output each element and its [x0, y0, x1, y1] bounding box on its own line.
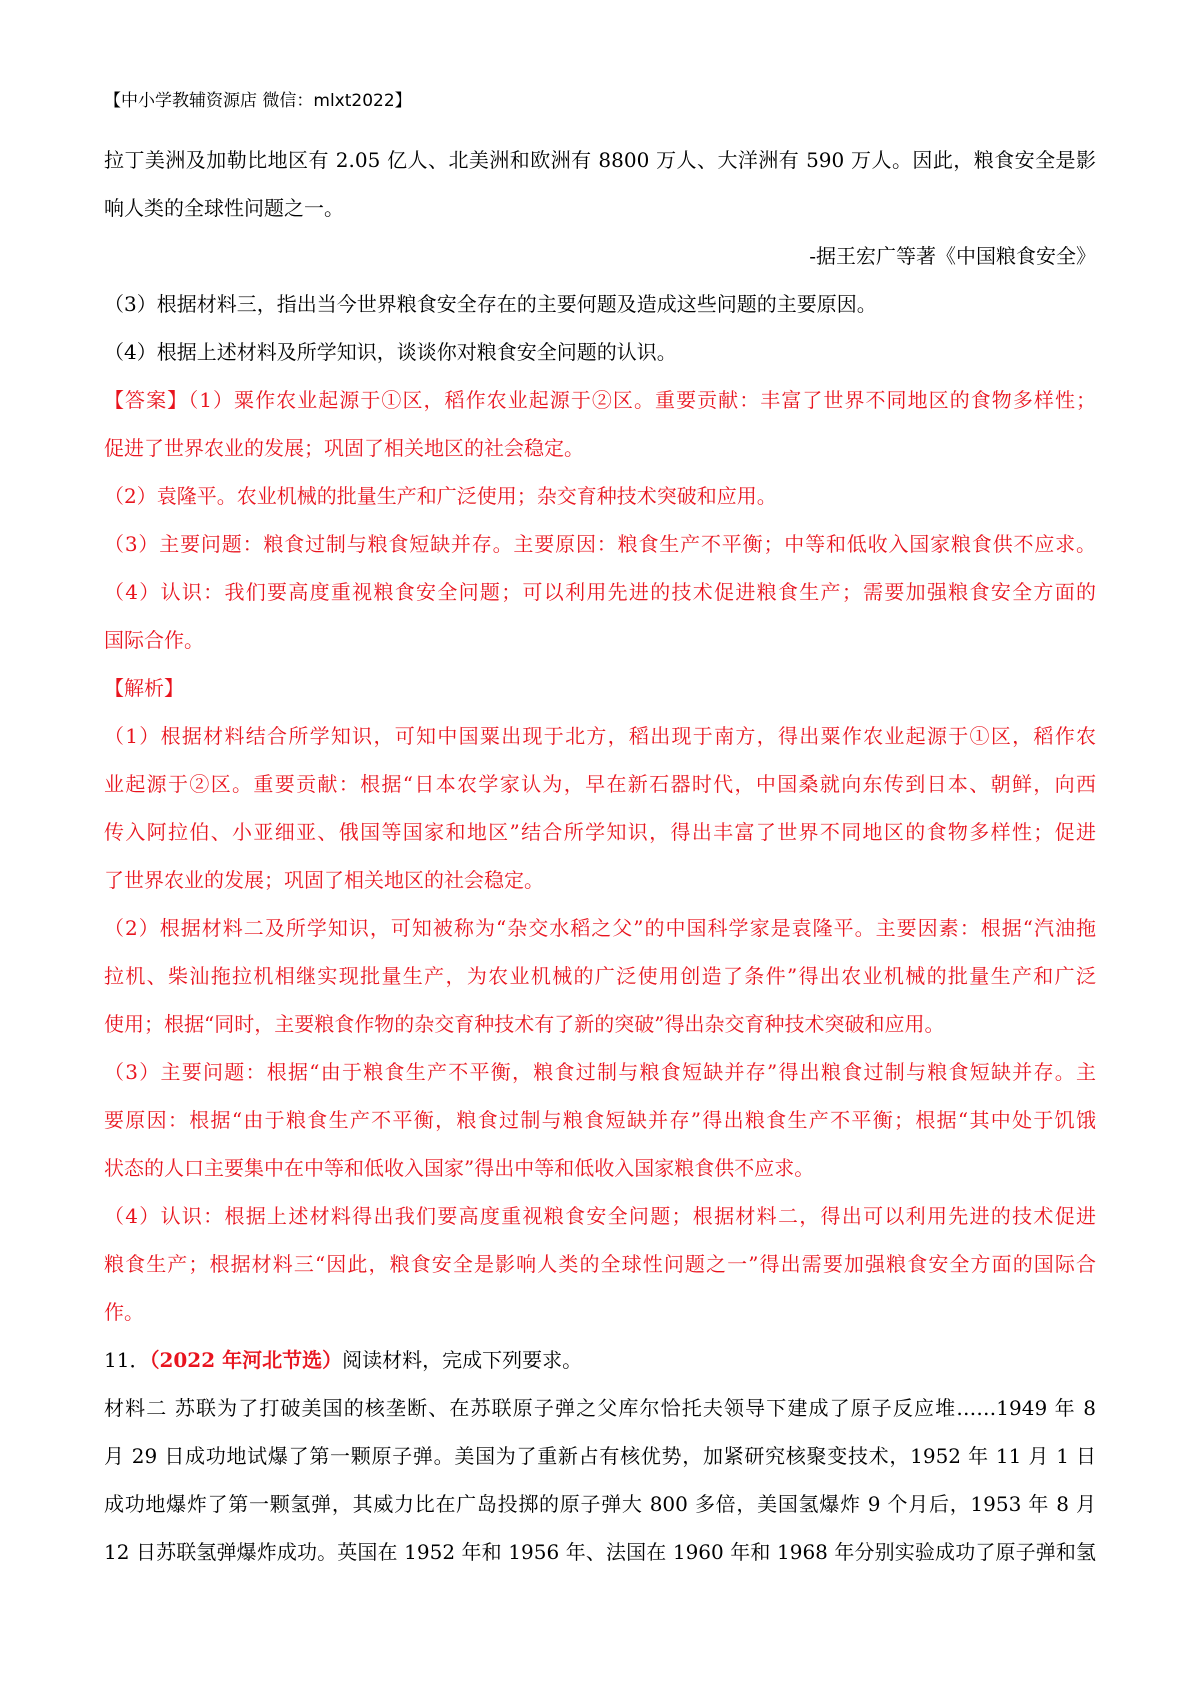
material-line: 拉丁美洲及加勒比地区有 2.05 亿人、北美洲和欧洲有 8800 万人、大洋洲有 590 万人。因此，粮食安全是影 — [104, 148, 1096, 172]
analysis-line: 传入阿拉伯、小亚细亚、俄国等国家和地区”结合所学知识，得出丰富了世界不同地区的食物多样性；促进 — [104, 820, 1096, 844]
material-line: 材料二 苏联为了打破美国的核垄断、在苏联原子弹之父库尔恰托夫领导下建成了原子反应堆……1949 年 8 — [104, 1396, 1096, 1420]
question-item: （3）根据材料三，指出当今世界粮食安全存在的主要何题及造成这些问题的主要原因。 — [104, 292, 877, 316]
answer-line: （4）认识：我们要高度重视粮食安全问题；可以利用先进的技术促进粮食生产；需要加强粮食安全方面的 — [104, 580, 1096, 604]
page-header: 【中小学教辅资源店 微信：mlxt2022】 — [104, 91, 412, 111]
answer-line: 【答案】（1）粟作农业起源于①区，稻作农业起源于②区。重要贡献：丰富了世界不同地区的食物多样性； — [104, 388, 1096, 412]
analysis-line: 作。 — [104, 1300, 144, 1324]
material-citation: -据王宏广等著《中国粮食安全》 — [809, 244, 1096, 268]
question-11 — [104, 1336, 1096, 1576]
analysis-line: 业起源于②区。重要贡献：根据“日本农学家认为，早在新石器时代，中国桑就向东传到日本、朝鲜，向西 — [104, 772, 1096, 796]
question-11-header — [104, 1336, 1096, 1384]
question-list — [104, 280, 1096, 376]
material-three-text — [104, 136, 1096, 280]
question-item: （4）根据上述材料及所学知识，谈谈你对粮食安全问题的认识。 — [104, 340, 677, 364]
analysis-line: 拉机、柴汕拖拉机相继实现批量生产，为农业机械的广泛使用创造了条件”得出农业机械的批量生产和广泛 — [104, 964, 1096, 988]
analysis-line: （3）主要问题：根据“由于粮食生产不平衡，粮食过制与粮食短缺并存”得出粮食过制与粮食短缺并存。主 — [104, 1060, 1096, 1084]
analysis-section — [104, 664, 1096, 1336]
analysis-line: 了世界农业的发展；巩固了相关地区的社会稳定。 — [104, 868, 544, 892]
analysis-line: （1）根据材料结合所学知识，可知中国粟出现于北方，稻出现于南方，得出粟作农业起源于①区，稻作农 — [104, 724, 1096, 748]
analysis-line: 要原因：根据“由于粮食生产不平衡，粮食过制与粮食短缺并存”得出粮食生产不平衡；根据“其中处于饥饿 — [104, 1108, 1096, 1132]
question-source: （2022 年河北节选） — [149, 1348, 343, 1372]
analysis-line: 使用；根据“同时，主要粮食作物的杂交育种技术有了新的突破”得出杂交育种技术突破和应用。 — [104, 1012, 945, 1036]
question-number: 11． — [104, 1348, 150, 1372]
material-line: 12 日苏联氢弹爆炸成功。英国在 1952 年和 1956 年、法国在 1960 年和 1968 年分别实验成功了原子弹和氢 — [104, 1540, 1096, 1564]
analysis-line: （2）根据材料二及所学知识，可知被称为“杂交水稻之父”的中国科学家是袁隆平。主要因素：根据“汽油拖 — [104, 916, 1096, 940]
analysis-line: （4）认识：根据上述材料得出我们要高度重视粮食安全问题；根据材料二，得出可以利用先进的技术促进 — [104, 1204, 1096, 1228]
analysis-heading: 【解析】 — [104, 676, 184, 700]
answer-line: （3）主要问题：粮食过制与粮食短缺并存。主要原因：粮食生产不平衡；中等和低收入国家粮食供不应求。 — [104, 532, 1096, 556]
answer-section — [104, 376, 1096, 664]
material-two-text — [104, 1384, 1096, 1576]
analysis-line: 状态的人口主要集中在中等和低收入国家”得出中等和低收入国家粮食供不应求。 — [104, 1156, 815, 1180]
material-line: 月 29 日成功地试爆了第一颗原子弹。美国为了重新占有核优势，加紧研究核聚变技术，1952 年 11 月 1 日 — [104, 1444, 1096, 1468]
material-line: 成功地爆炸了第一颗氢弹，其威力比在广岛投掷的原子弹大 800 多倍，美国氢爆炸 9 个月后，1953 年 8 月 — [104, 1492, 1096, 1516]
material-line: 响人类的全球性问题之一。 — [104, 196, 344, 220]
analysis-line: 粮食生产；根据材料三“因此，粮食安全是影响人类的全球性问题之一”得出需要加强粮食安全方面的国际合 — [104, 1252, 1096, 1276]
question-prompt: 阅读材料，完成下列要求。 — [342, 1348, 583, 1372]
answer-line: 促进了世界农业的发展；巩固了相关地区的社会稳定。 — [104, 436, 584, 460]
answer-line: （2）袁隆平。农业机械的批量生产和广泛使用；杂交育种技术突破和应用。 — [104, 484, 777, 508]
answer-line: 国际合作。 — [104, 628, 204, 652]
